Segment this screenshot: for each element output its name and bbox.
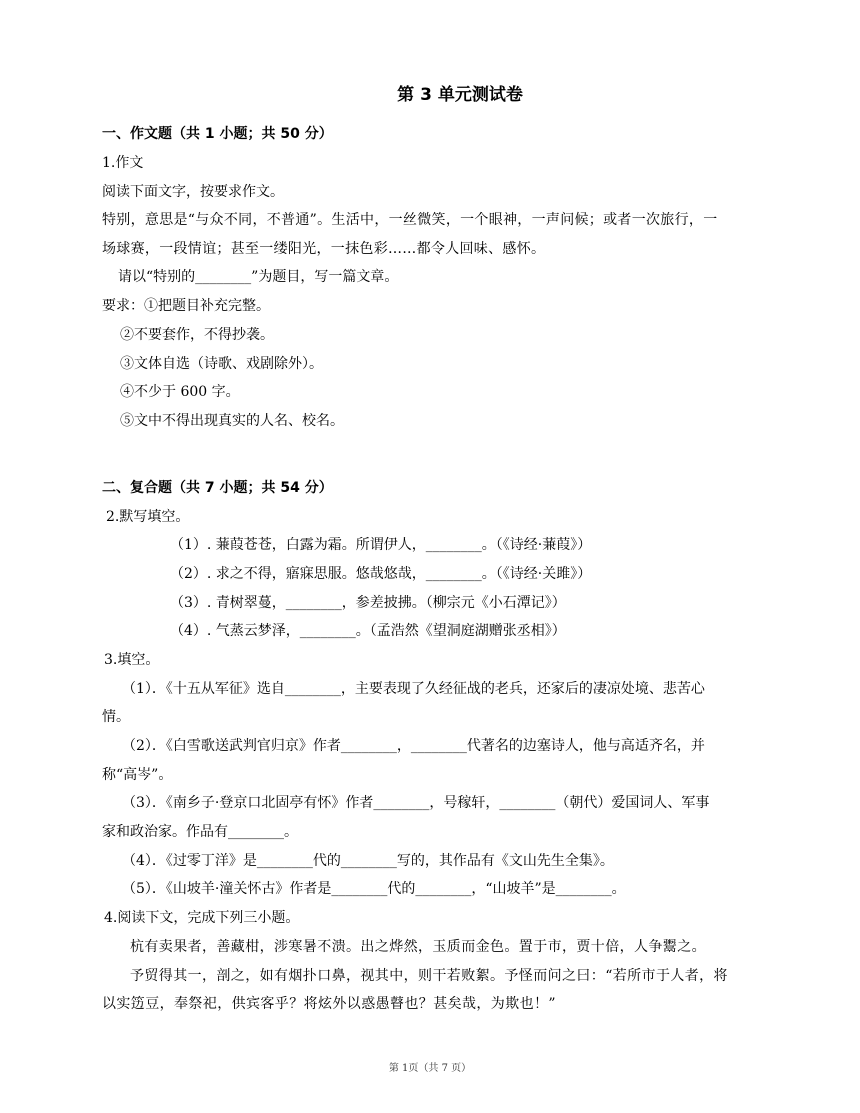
question-4-label: 4.阅读下文，完成下列三小题。 [104, 910, 300, 926]
reading-passage-line-2: 予贸得其一，剖之，如有烟扑口鼻，视其中，则干若败絮。予怪而问之曰：“若所市于人者，将 [130, 968, 728, 984]
question-3-item-1b: 情。 [102, 709, 130, 725]
question-3-item-3b: 家和政治家。作品有________。 [102, 824, 298, 840]
requirement-4: ④不少于 600 字。 [120, 384, 240, 400]
requirement-5: ⑤文中不得出现真实的人名、校名。 [120, 413, 344, 429]
requirement-2: ②不要套作，不得抄袭。 [120, 327, 274, 343]
question-3-label: 3.填空。 [104, 652, 160, 668]
question-2-item-3: （3）. 青树翠蔓，________，参差披拂。（柳宗元《小石潭记》） [170, 595, 566, 611]
essay-passage-line-2: 场球赛，一段情谊；甚至一缕阳光，一抹色彩……都令人回味、感怀。 [102, 241, 546, 257]
requirement-3: ③文体自选（诗歌、戏剧除外）。 [120, 356, 323, 372]
essay-passage-line-1: 特别，意思是“与众不同，不普通”。生活中，一丝微笑，一个眼神，一声问候；或者一次旅行，一 [102, 212, 718, 228]
reading-passage-line-1: 杭有卖果者，善藏柑，涉寒暑不溃。出之烨然，玉质而金色。置于市，贾十倍，人争鬻之。 [130, 939, 706, 955]
reading-passage-line-3: 以实笾豆，奉祭祀，供宾客乎？将炫外以惑愚瞽也？甚矣哉，为欺也！” [102, 996, 556, 1012]
page-footer: 第 1页（共 7 页） [388, 1063, 472, 1074]
question-1-label: 1.作文 [102, 155, 144, 171]
essay-prompt: 请以“特别的________”为题目，写一篇文章。 [118, 269, 399, 285]
section-1-heading: 一、作文题（共 1 小题；共 50 分） [102, 126, 333, 142]
question-3-item-3a: （3）．《南乡子·登京口北固亭有怀》作者________，号稼轩，________（朝代）爱国词人、军事 [122, 795, 710, 811]
question-3-item-4: （4）．《过零丁洋》是________代的________写的，其作品有《文山先生全集》。 [122, 853, 614, 869]
question-2-item-2: （2）. 求之不得，寤寐思服。悠哉悠哉，________。（《诗经·关雎》） [170, 566, 592, 582]
question-1-intro: 阅读下面文字，按要求作文。 [102, 184, 284, 200]
section-2-heading: 二、复合题（共 7 小题；共 54 分） [102, 480, 333, 496]
requirement-1: 要求：①把题目补充完整。 [102, 298, 270, 314]
question-2-item-4: （4）. 气蒸云梦泽，________。（孟浩然《望洞庭湖赠张丞相》） [170, 623, 566, 639]
question-3-item-2b: 称“高岑”。 [102, 767, 173, 783]
question-3-item-1a: （1）．《十五从军征》选自________，主要表现了久经征战的老兵，还家后的凄凉处境、悲苦心 [122, 681, 705, 697]
question-2-label: 2.默写填空。 [106, 509, 190, 525]
page-title: 第 3 单元测试卷 [397, 85, 523, 105]
question-2-item-1: （1）. 蒹葭苍苍，白露为霜。所谓伊人，________。（《诗经·蒹葭》） [170, 537, 592, 553]
question-3-item-2a: （2）．《白雪歌送武判官归京》作者________，________代著名的边塞诗人，他与高适齐名，并 [122, 738, 705, 754]
question-3-item-5: （5）．《山坡羊·潼关怀古》作者是________代的________，“山坡羊”是________。 [122, 881, 626, 897]
